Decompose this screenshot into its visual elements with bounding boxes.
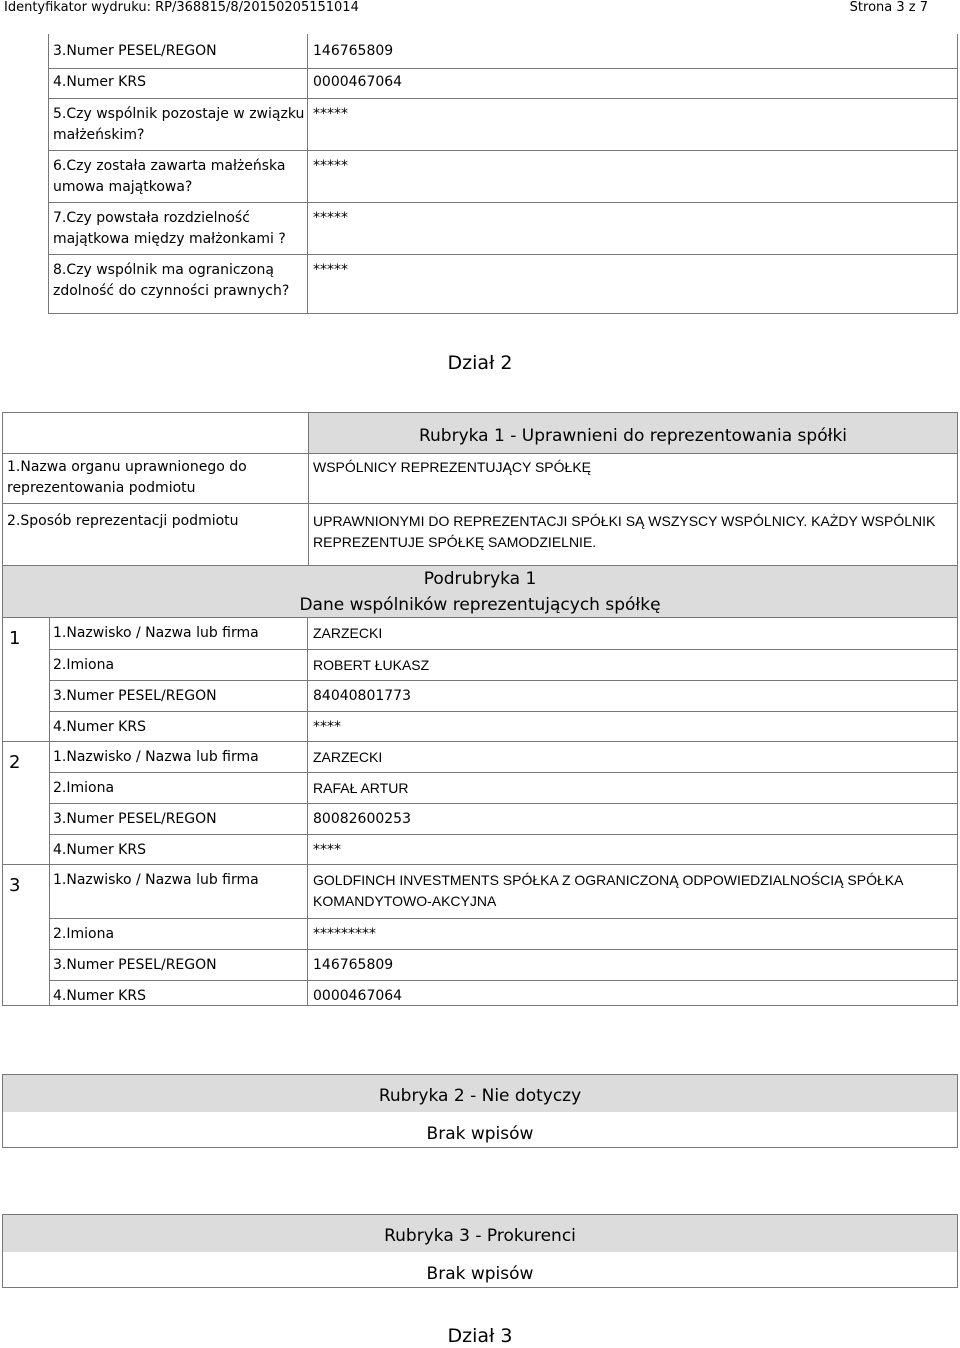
table-row bbox=[49, 150, 957, 203]
rubryka-2-empty-text: Brak wpisów bbox=[426, 1124, 534, 1144]
section-title: Dział 2 bbox=[447, 352, 513, 374]
field-value: 146765809 bbox=[313, 957, 394, 973]
field-label: 4.Numer KRS bbox=[53, 842, 146, 858]
field-value: ***** bbox=[313, 106, 348, 122]
field-label: 2.Imiona bbox=[53, 780, 115, 796]
field-value: WSPÓLNICY REPREZENTUJĄCY SPÓŁKĘ bbox=[313, 459, 591, 475]
field-value: 84040801773 bbox=[313, 688, 411, 704]
field-value: 80082600253 bbox=[313, 811, 411, 827]
table-row bbox=[49, 98, 957, 151]
table-row bbox=[49, 918, 957, 950]
table-row bbox=[49, 254, 957, 315]
field-value: ***** bbox=[313, 158, 348, 174]
field-value: 0000467064 bbox=[313, 988, 403, 1004]
table-row bbox=[49, 864, 957, 919]
field-label: 3.Numer PESEL/REGON bbox=[53, 957, 217, 973]
podrubryka-header bbox=[3, 565, 957, 618]
podrubryka-subtitle: Dane wspólników reprezentujących spółkę bbox=[299, 595, 661, 615]
table-row bbox=[49, 68, 957, 99]
field-value: RAFAŁ ARTUR bbox=[313, 780, 409, 796]
rubryka-3-empty-text: Brak wpisów bbox=[426, 1264, 534, 1284]
field-label: 1.Nazwisko / Nazwa lub firma bbox=[53, 749, 259, 765]
table-row bbox=[49, 949, 957, 981]
field-value: ********* bbox=[313, 926, 376, 942]
field-label: 1.Nazwa organu uprawnionego do reprezentowania podmiotu bbox=[7, 459, 247, 496]
table-row bbox=[49, 618, 957, 649]
field-label: 4.Numer KRS bbox=[53, 719, 146, 735]
podrubryka-title: Podrubryka 1 bbox=[423, 569, 537, 589]
rubryka-1-table bbox=[2, 412, 958, 1006]
partners-table bbox=[3, 617, 957, 1005]
table-row bbox=[49, 741, 957, 773]
partner-number: 1 bbox=[9, 628, 21, 649]
page-number: Strona 3 z 7 bbox=[849, 0, 928, 15]
table-row bbox=[49, 711, 957, 742]
field-value: 0000467064 bbox=[313, 74, 403, 90]
top-table bbox=[48, 34, 958, 314]
field-label: 2.Sposób reprezentacji podmiotu bbox=[7, 513, 239, 529]
field-value: 146765809 bbox=[313, 43, 394, 59]
field-value: ZARZECKI bbox=[313, 625, 383, 641]
table-row bbox=[49, 980, 957, 1009]
field-value: UPRAWNIONYMI DO REPREZENTACJI SPÓŁKI SĄ WSZYSCY WSPÓLNICY. KAŻDY WSPÓLNIK REPREZENTUJE SPÓŁKĘ SAMODZIELNIE. bbox=[313, 513, 936, 550]
field-label: 4.Numer KRS bbox=[53, 988, 146, 1004]
field-value: ZARZECKI bbox=[313, 749, 383, 765]
table-row bbox=[49, 772, 957, 804]
field-label: 3.Numer PESEL/REGON bbox=[53, 43, 217, 59]
field-label: 3.Numer PESEL/REGON bbox=[53, 688, 217, 704]
rubryka-1-header bbox=[308, 413, 957, 453]
table-row bbox=[49, 34, 957, 68]
rubryka-2-title: Rubryka 2 - Nie dotyczy bbox=[378, 1086, 582, 1106]
field-value: **** bbox=[313, 842, 341, 858]
print-identifier: Identyfikator wydruku: RP/368815/8/20150205151014 bbox=[4, 0, 359, 15]
partner-number: 3 bbox=[9, 875, 21, 896]
field-label: 8.Czy wspólnik ma ograniczoną zdolność do czynności prawnych? bbox=[53, 262, 290, 299]
field-value: GOLDFINCH INVESTMENTS SPÓŁKA Z OGRANICZONĄ ODPOWIEDZIALNOŚCIĄ SPÓŁKA KOMANDYTOWO-AKCYJNA bbox=[313, 872, 904, 909]
rubryka-2-box bbox=[2, 1074, 958, 1148]
section-title-dzial-3: Dział 3 bbox=[447, 1325, 513, 1347]
table-row bbox=[3, 503, 957, 566]
table-row bbox=[49, 803, 957, 835]
field-value: **** bbox=[313, 719, 341, 735]
field-label: 7.Czy powstała rozdzielność majątkowa między małżonkami ? bbox=[53, 210, 286, 247]
field-label: 1.Nazwisko / Nazwa lub firma bbox=[53, 625, 259, 641]
field-label: 4.Numer KRS bbox=[53, 74, 146, 90]
field-value: ***** bbox=[313, 210, 348, 226]
field-label: 6.Czy została zawarta małżeńska umowa majątkowa? bbox=[53, 158, 286, 195]
rubryka-3-title: Rubryka 3 - Prokurenci bbox=[384, 1226, 576, 1246]
field-label: 5.Czy wspólnik pozostaje w związku małżeńskim? bbox=[53, 106, 305, 143]
field-label: 1.Nazwisko / Nazwa lub firma bbox=[53, 872, 259, 888]
field-value: ROBERT ŁUKASZ bbox=[313, 657, 430, 673]
field-label: 2.Imiona bbox=[53, 926, 115, 942]
table-row bbox=[49, 202, 957, 255]
rubryka-3-box bbox=[2, 1214, 958, 1288]
table-row bbox=[49, 680, 957, 712]
table-row bbox=[49, 834, 957, 865]
partner-number: 2 bbox=[9, 752, 21, 773]
rubryka-1-title: Rubryka 1 - Uprawnieni do reprezentowania spółki bbox=[418, 426, 848, 446]
field-value: ***** bbox=[313, 262, 348, 278]
field-label: 3.Numer PESEL/REGON bbox=[53, 811, 217, 827]
table-row bbox=[49, 649, 957, 681]
field-label: 2.Imiona bbox=[53, 657, 115, 673]
